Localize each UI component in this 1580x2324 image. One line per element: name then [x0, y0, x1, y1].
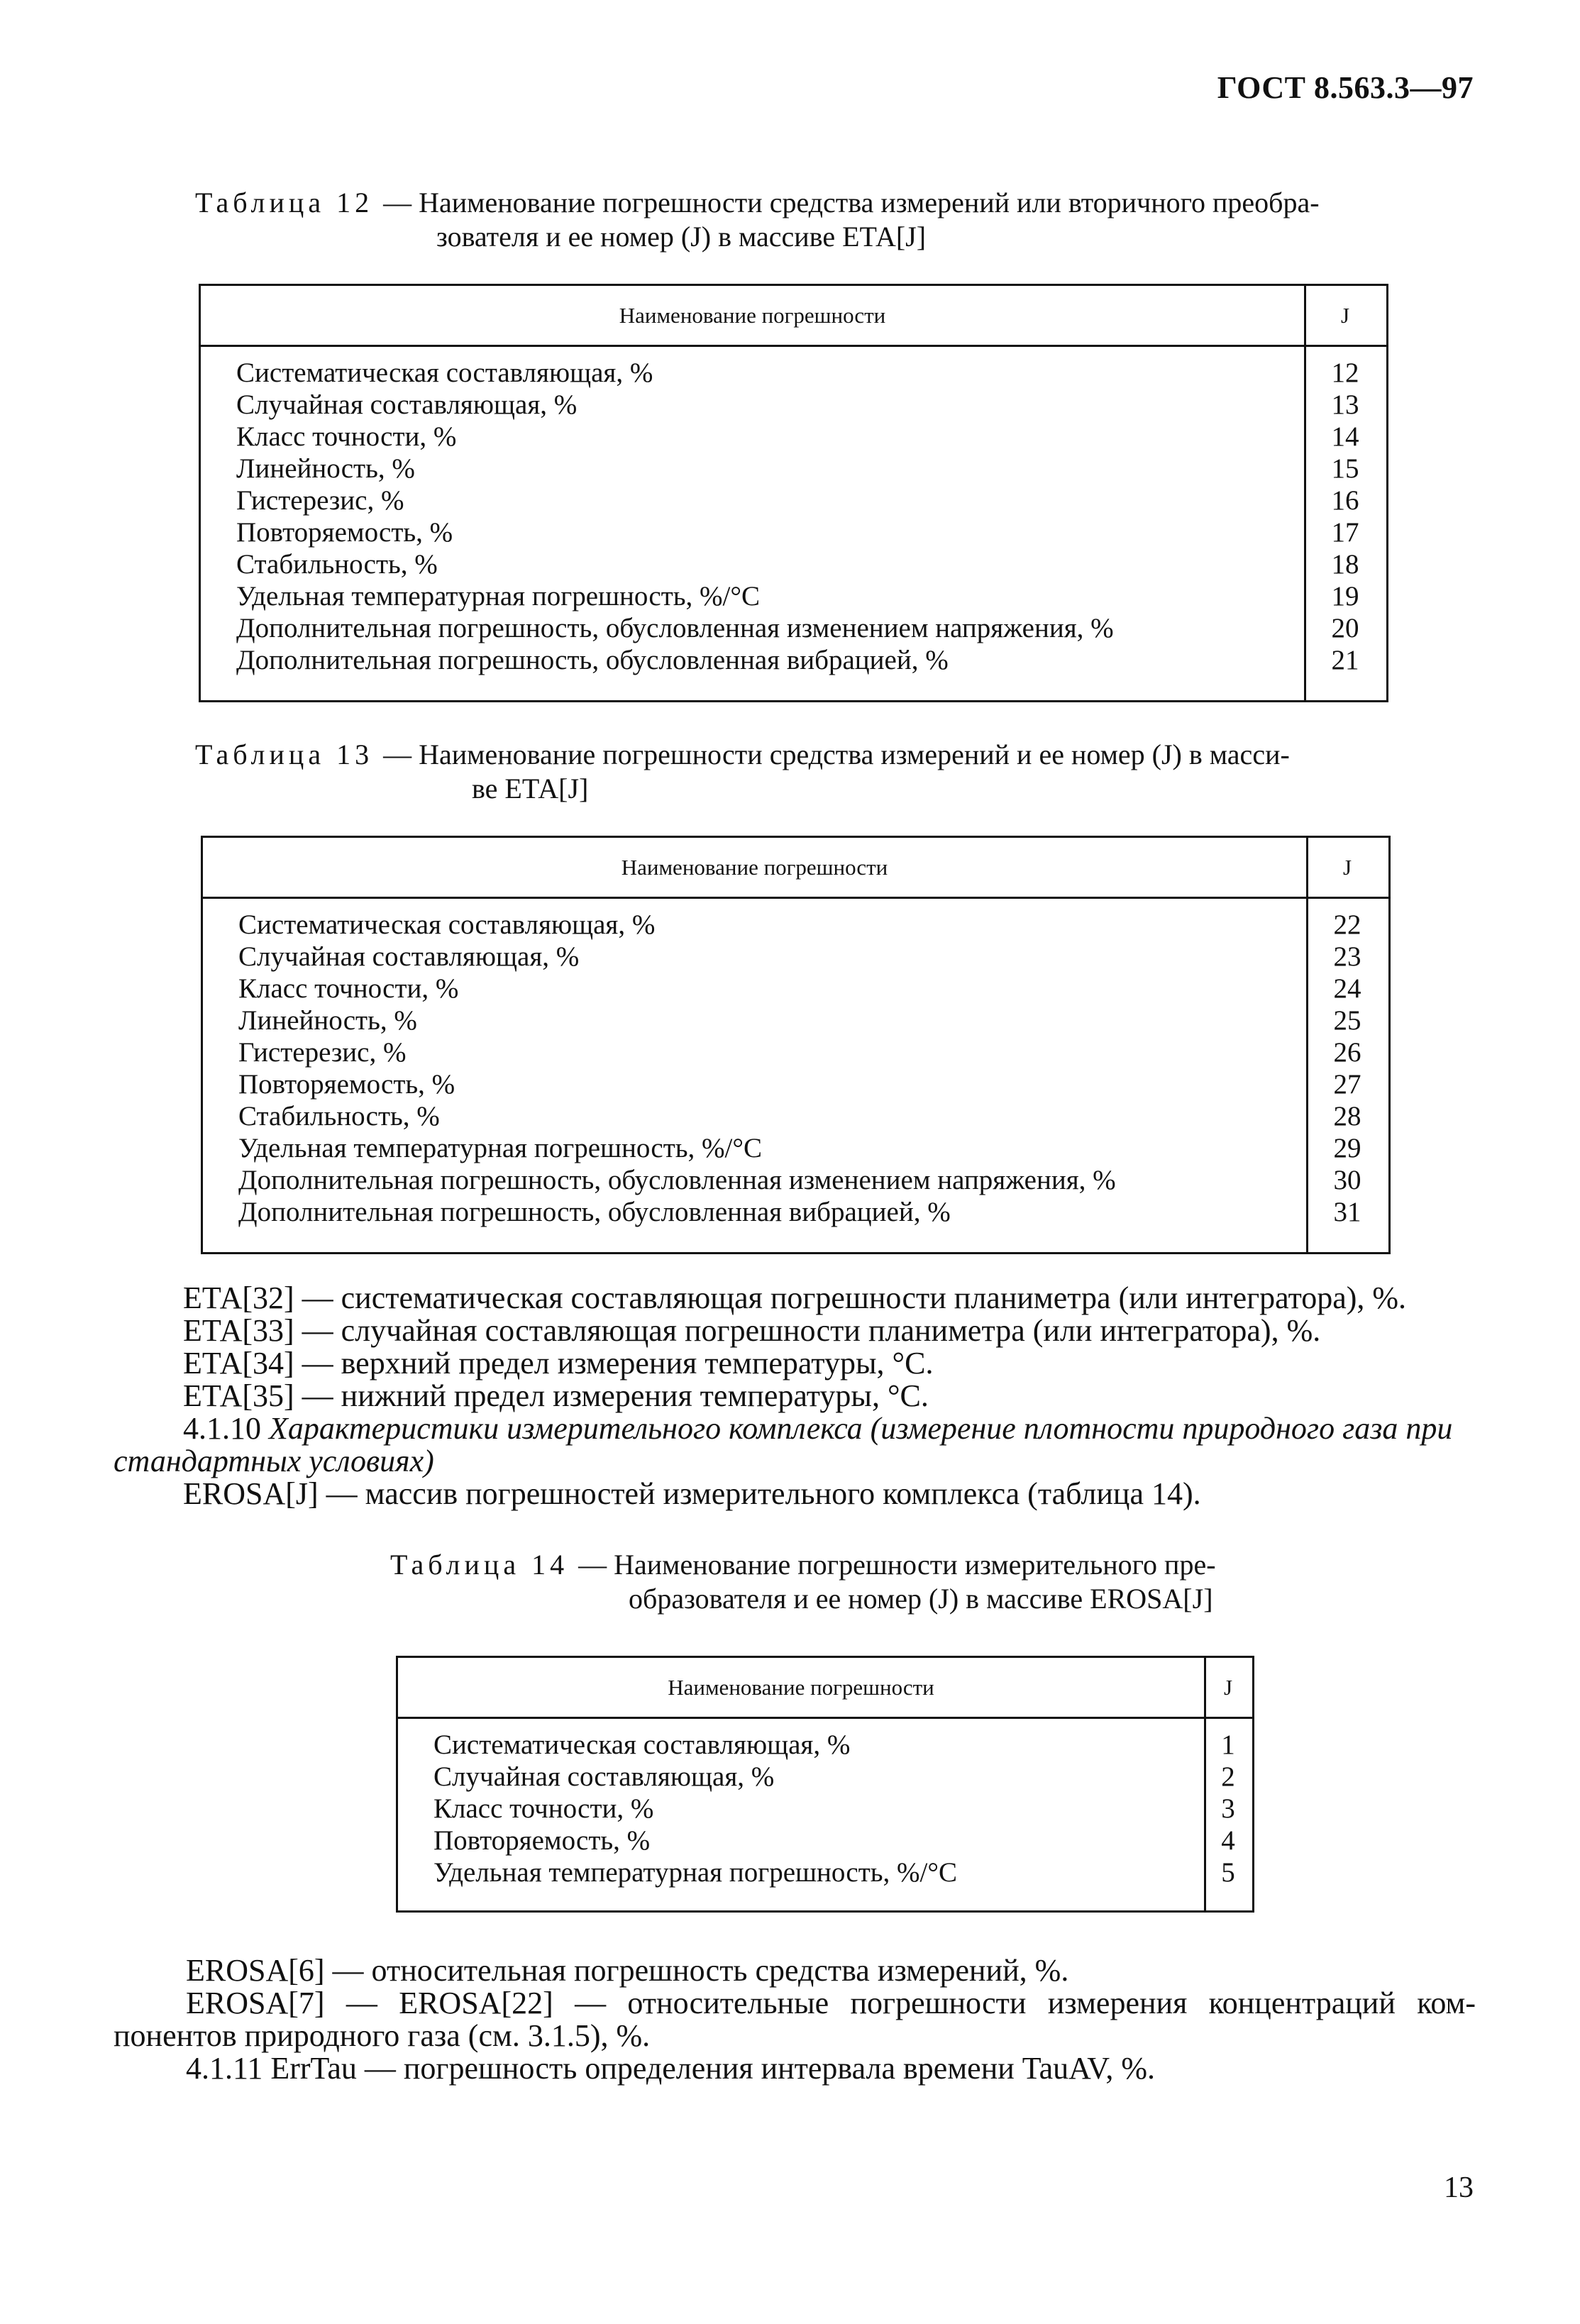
erosa-7-text-line1: EROSA[7] — EROSA[22] — относительные погрешности измерения концентраций ком- — [186, 1986, 1476, 2020]
section-4-1-11-text: 4.1.11 ErrTau — погрешность определения интервала времени TauAV, %. — [186, 2051, 1155, 2086]
table14-col-j: J — [1223, 1674, 1233, 1700]
table12-col-j: J — [1340, 302, 1350, 328]
table-row: Дополнительная погрешность, обусловленная вибрацией, % 21 — [236, 645, 1359, 675]
table12 — [199, 284, 1388, 702]
table-row: Дополнительная погрешность, обусловленная изменением напряжения, % 20 — [236, 613, 1359, 643]
erosa-6-text: EROSA[6] — относительная погрешность средства измерений, %. — [186, 1953, 1069, 1988]
table14 — [396, 1656, 1254, 1913]
table12-header — [201, 286, 1386, 347]
table-row: Случайная составляющая, % 2 — [433, 1761, 1235, 1792]
table13-body — [203, 899, 1388, 1228]
table-row: Случайная составляющая, % 23 — [238, 941, 1361, 972]
eta-33-text: ЕТА[33] — случайная составляющая погрешности планиметра (или интегратора), %. — [183, 1313, 1321, 1348]
table13-caption — [195, 738, 1444, 806]
table13-header — [203, 838, 1388, 899]
table14-col-name: Наименование погрешности — [668, 1674, 934, 1700]
table14-caption — [390, 1548, 1313, 1616]
table-row: Гистерезис, % 16 — [236, 485, 1359, 516]
table12-caption-line2: зователя и ее номер (J) в массиве ЕТА[J] — [436, 221, 927, 253]
section-4-1-10-heading — [183, 1412, 1476, 1446]
table-row: Повторяемость, % 27 — [238, 1069, 1361, 1100]
table-row: Дополнительная погрешность, обусловленная изменением напряжения, % 30 — [238, 1165, 1361, 1195]
table-row: Класс точности, % 3 — [433, 1793, 1235, 1824]
table-row: Стабильность, % 18 — [236, 549, 1359, 580]
erosa-7-text-line2: понентов природного газа (см. 3.1.5), %. — [114, 2018, 651, 2053]
table-row: Линейность, % 25 — [238, 1005, 1361, 1036]
table-row: Класс точности, % 24 — [238, 973, 1361, 1004]
erosa-array-text: EROSA[J] — массив погрешностей измерительного комплекса (таблица 14). — [183, 1476, 1201, 1511]
section-title-line1: Характеристики измерительного комплекса (измерение плотности природного газа при — [269, 1411, 1453, 1446]
table14-caption-line1: — Наименование погрешности измерительного пре- — [578, 1549, 1216, 1581]
table13 — [201, 836, 1391, 1254]
table-row: Удельная температурная погрешность, %/°С 5 — [433, 1857, 1235, 1888]
eta-32-text: ЕТА[32] — систематическая составляющая погрешности планиметра (или интегратора), %. — [183, 1280, 1407, 1315]
table14-header — [398, 1658, 1252, 1719]
table-row: Повторяемость, % 4 — [433, 1825, 1235, 1856]
section-number: 4.1.10 — [183, 1411, 261, 1446]
section-title-line2: стандартных условиях) — [114, 1444, 434, 1478]
table-row: Гистерезис, % 26 — [238, 1037, 1361, 1068]
table12-caption — [195, 186, 1444, 254]
table-row: Повторяемость, % 17 — [236, 517, 1359, 548]
table-row: Удельная температурная погрешность, %/°С 29 — [238, 1133, 1361, 1163]
table-row: Линейность, % 15 — [236, 453, 1359, 484]
table14-caption-line2: образователя и ее номер (J) в массиве EROSA[J] — [629, 1583, 1213, 1615]
table-row: Систематическая составляющая, % 12 — [236, 358, 1359, 388]
table12-label: Таблица 12 — [195, 187, 374, 218]
table-row: Систематическая составляющая, % 22 — [238, 909, 1361, 940]
table12-caption-line1: — Наименование погрешности средства измерений или вторичного преобра- — [383, 187, 1320, 218]
table13-caption-line1: — Наименование погрешности средства измерений и ее номер (J) в масси- — [383, 738, 1290, 770]
table12-col-name: Наименование погрешности — [619, 302, 886, 328]
table-row: Удельная температурная погрешность, %/°С 19 — [236, 581, 1359, 612]
table-row: Случайная составляющая, % 13 — [236, 389, 1359, 420]
table13-col-j: J — [1342, 854, 1352, 880]
table13-label: Таблица 13 — [195, 738, 374, 770]
table-row: Стабильность, % 28 — [238, 1101, 1361, 1131]
table-row: Дополнительная погрешность, обусловленная вибрацией, % 31 — [238, 1197, 1361, 1227]
page-number: 13 — [1444, 2171, 1474, 2204]
eta-34-text: ЕТА[34] — верхний предел измерения температуры, °С. — [183, 1346, 934, 1380]
table12-body — [201, 347, 1386, 676]
eta-35-text: ЕТА[35] — нижний предел измерения температуры, °С. — [183, 1378, 929, 1413]
section-4-1-10-heading-line2 — [114, 1444, 1476, 1478]
document-code: ГОСТ 8.563.3—97 — [1217, 70, 1474, 105]
table14-body — [398, 1719, 1252, 1888]
table13-caption-line2: ве ЕТА[J] — [472, 773, 589, 804]
table14-label: Таблица 14 — [390, 1549, 569, 1581]
table13-col-name: Наименование погрешности — [621, 854, 888, 880]
table-row: Класс точности, % 14 — [236, 421, 1359, 452]
table-row: Систематическая составляющая, % 1 — [433, 1730, 1235, 1760]
